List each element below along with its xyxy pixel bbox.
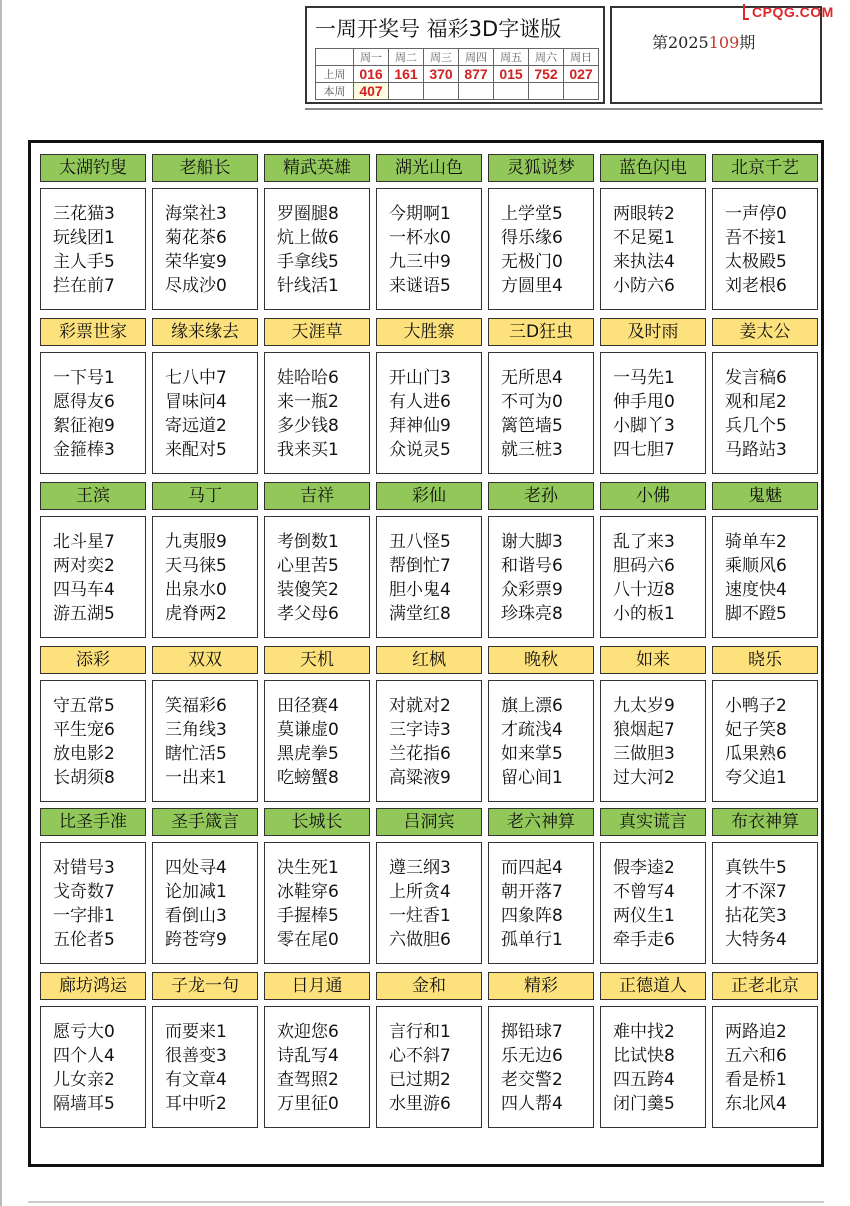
riddle-line: 四七胆7 (613, 440, 675, 460)
riddle-line: 胆小鬼4 (389, 580, 451, 600)
riddle-line: 牵手走6 (613, 930, 675, 950)
draw-number (564, 83, 599, 100)
riddle-line: 手握棒5 (277, 906, 339, 926)
riddle-grid (28, 140, 824, 1167)
riddle-line: 平生宠6 (53, 720, 115, 740)
riddle-line: 小防六6 (613, 276, 675, 296)
riddle-line: 一炷香1 (389, 906, 451, 926)
card-author-title: 老六神算 (488, 808, 594, 836)
card-author-title: 红枫 (376, 646, 482, 674)
riddle-line: 乘顺风6 (725, 556, 787, 576)
riddle-line: 儿女亲2 (53, 1070, 115, 1090)
card-riddle-list (488, 1006, 594, 1128)
riddle-line: 对错号3 (53, 858, 115, 878)
riddle-line: 两仪生1 (613, 906, 675, 926)
this-week-row (316, 83, 599, 100)
riddle-line: 零在尾0 (277, 930, 339, 950)
riddle-line: 三花猫3 (53, 204, 115, 224)
day-header: 周一 (354, 49, 389, 66)
riddle-line: 两眼转2 (613, 204, 675, 224)
card-riddle-list (376, 842, 482, 964)
page-title: 一周开奖号 福彩3D字谜版 (315, 17, 562, 41)
day-header: 周二 (389, 49, 424, 66)
riddle-line: 言行和1 (389, 1022, 451, 1042)
riddle-line: 珍珠亮8 (501, 604, 563, 624)
card-riddle-list (40, 680, 146, 802)
riddle-line: 多少钱8 (277, 416, 339, 436)
riddle-line: 天马徕5 (165, 556, 227, 576)
draw-number (424, 83, 459, 100)
riddle-line: 有人进6 (389, 392, 451, 412)
riddle-line: 吃螃蟹8 (277, 768, 339, 788)
draw-number: 407 (354, 83, 389, 100)
riddle-line: 万里征0 (277, 1094, 339, 1114)
riddle-line: 北斗星7 (53, 532, 115, 552)
card-riddle-list (600, 680, 706, 802)
riddle-line: 夸父追1 (725, 768, 787, 788)
riddle-line: 乐无边6 (501, 1046, 563, 1066)
riddle-line: 尽成沙0 (165, 276, 227, 296)
card-riddle-list (600, 842, 706, 964)
riddle-line: 丑八怪5 (389, 532, 451, 552)
card-riddle-list (712, 516, 818, 638)
riddle-line: 我来买1 (277, 440, 339, 460)
riddle-line: 难中找2 (613, 1022, 675, 1042)
riddle-line: 吾不接1 (725, 228, 787, 248)
card-riddle-list (264, 352, 370, 474)
riddle-line: 谢大脚3 (501, 532, 563, 552)
day-header: 周四 (459, 49, 494, 66)
card-author-title: 天机 (264, 646, 370, 674)
riddle-line: 四五跨4 (613, 1070, 675, 1090)
riddle-line: 论加减1 (165, 882, 227, 902)
riddle-line: 查驾照2 (277, 1070, 339, 1090)
card-riddle-list (600, 516, 706, 638)
day-header: 周五 (494, 49, 529, 66)
card-riddle-list (40, 188, 146, 310)
card-riddle-list (712, 1006, 818, 1128)
card-author-title: 蓝色闪电 (600, 154, 706, 182)
days-header-row (316, 49, 599, 66)
card-riddle-list (488, 352, 594, 474)
day-header: 周三 (424, 49, 459, 66)
card-riddle-list (152, 1006, 258, 1128)
draw-number: 161 (389, 66, 424, 83)
riddle-line: 四个人4 (53, 1046, 115, 1066)
issue-number: 109 (708, 33, 740, 52)
card-author-title: 湖光山色 (376, 154, 482, 182)
riddle-line: 装傻笑2 (277, 580, 339, 600)
riddle-line: 而要来1 (165, 1022, 227, 1042)
riddle-line: 愿得友6 (53, 392, 115, 412)
riddle-line: 隔墙耳5 (53, 1094, 115, 1114)
riddle-line: 考倒数1 (277, 532, 339, 552)
riddle-line: 九三中9 (389, 252, 451, 272)
riddle-line: 拈花笑3 (725, 906, 787, 926)
riddle-line: 小鸭子2 (725, 696, 787, 716)
riddle-line: 才不深7 (725, 882, 787, 902)
card-riddle-list (376, 352, 482, 474)
riddle-line: 兵几个5 (725, 416, 787, 436)
riddle-line: 众说灵5 (389, 440, 451, 460)
card-author-title: 天涯草 (264, 318, 370, 346)
riddle-line: 拦在前7 (53, 276, 115, 296)
card-author-title: 鬼魅 (712, 482, 818, 510)
riddle-line: 欢迎您6 (277, 1022, 339, 1042)
riddle-line: 娃哈哈6 (277, 368, 339, 388)
riddle-line: 一杯水0 (389, 228, 451, 248)
riddle-line: 长胡须8 (53, 768, 115, 788)
riddle-line: 闭门羹5 (613, 1094, 675, 1114)
card-author-title: 老孙 (488, 482, 594, 510)
card-author-title: 双双 (152, 646, 258, 674)
riddle-line: 留心间1 (501, 768, 563, 788)
this-week-label: 本周 (316, 83, 354, 100)
riddle-line: 刘老根6 (725, 276, 787, 296)
card-riddle-list (376, 188, 482, 310)
card-author-title: 彩仙 (376, 482, 482, 510)
riddle-line: 跨苍穹9 (165, 930, 227, 950)
riddle-line: 看倒山3 (165, 906, 227, 926)
riddle-line: 出泉水0 (165, 580, 227, 600)
riddle-line: 今期啊1 (389, 204, 451, 224)
card-riddle-list (152, 188, 258, 310)
riddle-line: 耳中听2 (165, 1094, 227, 1114)
riddle-line: 上学堂5 (501, 204, 563, 224)
card-author-title: 真实谎言 (600, 808, 706, 836)
riddle-line: 满堂红8 (389, 604, 451, 624)
riddle-line: 炕上做6 (277, 228, 339, 248)
card-riddle-list (488, 516, 594, 638)
riddle-line: 海棠社3 (165, 204, 227, 224)
card-riddle-list (264, 680, 370, 802)
riddle-line: 一下号1 (53, 368, 115, 388)
riddle-line: 看是桥1 (725, 1070, 787, 1090)
riddle-line: 很善变3 (165, 1046, 227, 1066)
riddle-line: 笑福彩6 (165, 696, 227, 716)
riddle-line: 决生死1 (277, 858, 339, 878)
card-author-title: 如来 (600, 646, 706, 674)
riddle-line: 遵三纲3 (389, 858, 451, 878)
riddle-line: 比试快8 (613, 1046, 675, 1066)
draw-number (529, 83, 564, 100)
draw-number: 752 (529, 66, 564, 83)
corner-cell (316, 49, 354, 66)
riddle-line: 心不斜7 (389, 1046, 451, 1066)
riddle-line: 无所思4 (501, 368, 563, 388)
riddle-line: 妃子笑8 (725, 720, 787, 740)
card-author-title: 金和 (376, 972, 482, 1000)
card-author-title: 老船长 (152, 154, 258, 182)
riddle-line: 一马先1 (613, 368, 675, 388)
riddle-line: 就三桩3 (501, 440, 563, 460)
header-divider (305, 108, 823, 110)
day-header: 周六 (529, 49, 564, 66)
card-author-title: 正老北京 (712, 972, 818, 1000)
riddle-line: 主人手5 (53, 252, 115, 272)
riddle-line: 六做胆6 (389, 930, 451, 950)
card-riddle-list (264, 188, 370, 310)
card-author-title: 比圣手准 (40, 808, 146, 836)
riddle-line: 四处寻4 (165, 858, 227, 878)
card-riddle-list (264, 842, 370, 964)
card-author-title: 三D狂虫 (488, 318, 594, 346)
card-riddle-list (376, 1006, 482, 1128)
card-riddle-list (488, 842, 594, 964)
card-riddle-list (712, 188, 818, 310)
card-author-title: 姜太公 (712, 318, 818, 346)
card-riddle-list (600, 1006, 706, 1128)
riddle-line: 瞎忙活5 (165, 744, 227, 764)
card-riddle-list (600, 352, 706, 474)
riddle-line: 诗乱写4 (277, 1046, 339, 1066)
riddle-line: 罗圈腿8 (277, 204, 339, 224)
card-riddle-list (40, 1006, 146, 1128)
riddle-line: 游五湖5 (53, 604, 115, 624)
riddle-line: 一出来1 (165, 768, 227, 788)
riddle-line: 对就对2 (389, 696, 451, 716)
card-author-title: 吉祥 (264, 482, 370, 510)
weekly-results-table (315, 48, 599, 100)
riddle-line: 戈奇数7 (53, 882, 115, 902)
card-author-title: 缘来缘去 (152, 318, 258, 346)
riddle-line: 孝父母6 (277, 604, 339, 624)
draw-number (389, 83, 424, 100)
riddle-line: 冒味问4 (165, 392, 227, 412)
card-author-title: 精彩 (488, 972, 594, 1000)
card-author-title: 晓乐 (712, 646, 818, 674)
riddle-line: 来谜语5 (389, 276, 451, 296)
issue-label (652, 30, 755, 53)
riddle-line: 七八中7 (165, 368, 227, 388)
last-week-label: 上周 (316, 66, 354, 83)
card-author-title: 晚秋 (488, 646, 594, 674)
card-author-title: 子龙一句 (152, 972, 258, 1000)
issue-panel (610, 6, 822, 104)
card-riddle-list (152, 680, 258, 802)
riddle-line: 观和尾2 (725, 392, 787, 412)
card-author-title: 太湖钓叟 (40, 154, 146, 182)
card-riddle-list (264, 516, 370, 638)
riddle-line: 三角线3 (165, 720, 227, 740)
card-author-title: 正德道人 (600, 972, 706, 1000)
riddle-line: 手拿线5 (277, 252, 339, 272)
riddle-line: 孤单行1 (501, 930, 563, 950)
weekly-results-panel (305, 6, 605, 104)
riddle-line: 五六和6 (725, 1046, 787, 1066)
card-author-title: 灵狐说梦 (488, 154, 594, 182)
riddle-line: 瓜果熟6 (725, 744, 787, 764)
card-author-title: 及时雨 (600, 318, 706, 346)
riddle-line: 来执法4 (613, 252, 675, 272)
riddle-line: 荣华宴9 (165, 252, 227, 272)
riddle-line: 小的板1 (613, 604, 675, 624)
bottom-divider (28, 1201, 824, 1203)
riddle-line: 掷铅球7 (501, 1022, 563, 1042)
riddle-line: 兰花指6 (389, 744, 451, 764)
riddle-line: 已过期2 (389, 1070, 451, 1090)
riddle-line: 黑虎拳5 (277, 744, 339, 764)
riddle-line: 一声停0 (725, 204, 787, 224)
card-author-title: 廊坊鸿运 (40, 972, 146, 1000)
riddle-line: 上所贪4 (389, 882, 451, 902)
riddle-line: 速度快4 (725, 580, 787, 600)
riddle-line: 寄远道2 (165, 416, 227, 436)
last-week-row (316, 66, 599, 83)
riddle-line: 絮征袍9 (53, 416, 115, 436)
card-author-title: 添彩 (40, 646, 146, 674)
card-author-title: 布衣神算 (712, 808, 818, 836)
draw-number: 015 (494, 66, 529, 83)
riddle-line: 莫谦虚0 (277, 720, 339, 740)
riddle-line: 才疏浅4 (501, 720, 563, 740)
card-author-title: 吕洞宾 (376, 808, 482, 836)
riddle-line: 假李逵2 (613, 858, 675, 878)
riddle-line: 发言稿6 (725, 368, 787, 388)
riddle-line: 不足冕1 (613, 228, 675, 248)
card-riddle-list (600, 188, 706, 310)
logo-bracket-icon (743, 4, 749, 20)
card-author-title: 长城长 (264, 808, 370, 836)
riddle-line: 方圆里4 (501, 276, 563, 296)
card-author-title: 小佛 (600, 482, 706, 510)
riddle-line: 马路站3 (725, 440, 787, 460)
card-author-title: 马丁 (152, 482, 258, 510)
riddle-line: 冰鞋穿6 (277, 882, 339, 902)
riddle-line: 拜神仙9 (389, 416, 451, 436)
day-header: 周日 (564, 49, 599, 66)
card-author-title: 精武英雄 (264, 154, 370, 182)
riddle-line: 无极门0 (501, 252, 563, 272)
draw-number (459, 83, 494, 100)
riddle-line: 大特务4 (725, 930, 787, 950)
card-riddle-list (376, 516, 482, 638)
site-logo[interactable]: CPQG.COM (752, 4, 834, 20)
riddle-line: 五伦者5 (53, 930, 115, 950)
riddle-line: 太极殿5 (725, 252, 787, 272)
card-author-title: 圣手箴言 (152, 808, 258, 836)
riddle-line: 老交警2 (501, 1070, 563, 1090)
riddle-line: 朝开落7 (501, 882, 563, 902)
riddle-line: 金箍棒3 (53, 440, 115, 460)
riddle-line: 九太岁9 (613, 696, 675, 716)
riddle-line: 东北风4 (725, 1094, 787, 1114)
riddle-line: 狼烟起7 (613, 720, 675, 740)
riddle-line: 水里游6 (389, 1094, 451, 1114)
riddle-line: 九夷服9 (165, 532, 227, 552)
left-edge-rule (0, 0, 2, 1206)
riddle-line: 乱了来3 (613, 532, 675, 552)
riddle-line: 两对奕2 (53, 556, 115, 576)
riddle-line: 来一瓶2 (277, 392, 339, 412)
riddle-line: 众彩票9 (501, 580, 563, 600)
riddle-line: 开山门3 (389, 368, 451, 388)
riddle-line: 田径赛4 (277, 696, 339, 716)
riddle-line: 不可为0 (501, 392, 563, 412)
riddle-line: 篱笆墙5 (501, 416, 563, 436)
riddle-line: 如来掌5 (501, 744, 563, 764)
card-author-title: 大胜寨 (376, 318, 482, 346)
riddle-line: 三字诗3 (389, 720, 451, 740)
card-author-title: 王滨 (40, 482, 146, 510)
issue-suffix: 期 (739, 33, 756, 52)
riddle-line: 四象阵8 (501, 906, 563, 926)
riddle-line: 不曾写4 (613, 882, 675, 902)
draw-number (494, 83, 529, 100)
riddle-line: 四马车4 (53, 580, 115, 600)
riddle-line: 真铁牛5 (725, 858, 787, 878)
draw-number: 027 (564, 66, 599, 83)
riddle-line: 八十迈8 (613, 580, 675, 600)
card-riddle-list (40, 842, 146, 964)
riddle-line: 菊花茶6 (165, 228, 227, 248)
riddle-line: 来配对5 (165, 440, 227, 460)
card-author-title: 北京千艺 (712, 154, 818, 182)
card-riddle-list (264, 1006, 370, 1128)
riddle-line: 四人帮4 (501, 1094, 563, 1114)
riddle-line: 有文章4 (165, 1070, 227, 1090)
riddle-line: 两路追2 (725, 1022, 787, 1042)
card-riddle-list (376, 680, 482, 802)
card-riddle-list (40, 352, 146, 474)
riddle-line: 虎脊两2 (165, 604, 227, 624)
riddle-line: 一字排1 (53, 906, 115, 926)
riddle-line: 三做胆3 (613, 744, 675, 764)
riddle-line: 骑单车2 (725, 532, 787, 552)
riddle-line: 而四起4 (501, 858, 563, 878)
riddle-line: 愿亏大0 (53, 1022, 115, 1042)
draw-number: 877 (459, 66, 494, 83)
riddle-line: 过大河2 (613, 768, 675, 788)
card-author-title: 彩票世家 (40, 318, 146, 346)
card-riddle-list (488, 680, 594, 802)
riddle-line: 玩线团1 (53, 228, 115, 248)
riddle-line: 脚不蹬5 (725, 604, 787, 624)
card-riddle-list (152, 516, 258, 638)
riddle-line: 旗上漂6 (501, 696, 563, 716)
draw-number: 370 (424, 66, 459, 83)
issue-year: 第2025 (652, 33, 709, 52)
riddle-line: 守五常5 (53, 696, 115, 716)
card-riddle-list (152, 842, 258, 964)
riddle-line: 和谐号6 (501, 556, 563, 576)
card-riddle-list (712, 842, 818, 964)
riddle-line: 帮倒忙7 (389, 556, 451, 576)
riddle-line: 得乐缘6 (501, 228, 563, 248)
riddle-line: 高粱液9 (389, 768, 451, 788)
riddle-line: 胆码六6 (613, 556, 675, 576)
card-riddle-list (152, 352, 258, 474)
card-author-title: 日月通 (264, 972, 370, 1000)
riddle-line: 针线活1 (277, 276, 339, 296)
riddle-line: 放电影2 (53, 744, 115, 764)
card-riddle-list (488, 188, 594, 310)
card-riddle-list (712, 352, 818, 474)
draw-number: 016 (354, 66, 389, 83)
riddle-line: 心里苦5 (277, 556, 339, 576)
card-riddle-list (712, 680, 818, 802)
card-riddle-list (40, 516, 146, 638)
riddle-line: 伸手甩0 (613, 392, 675, 412)
riddle-line: 小脚丫3 (613, 416, 675, 436)
